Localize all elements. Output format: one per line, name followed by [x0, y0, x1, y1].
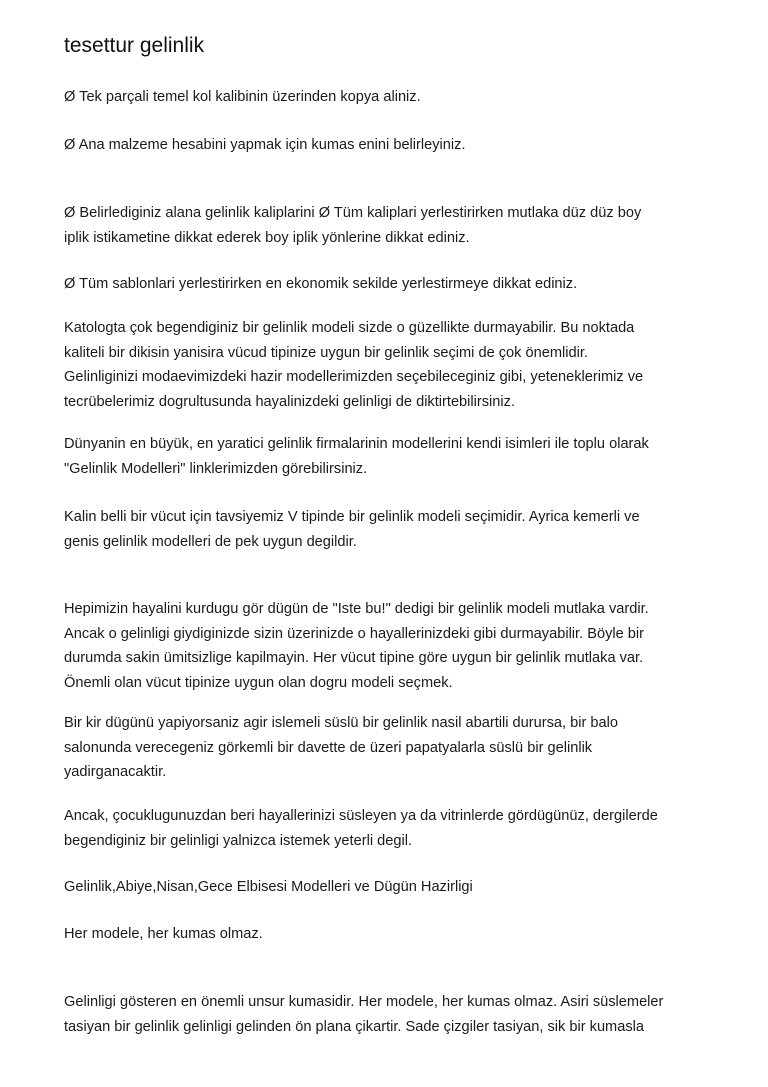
text-line: begendiginiz bir gelinligi yalnizca istemek yeterli degil.: [64, 832, 412, 849]
text-line: durumda sakin ümitsizlige kapilmayin. Her vücut tipine göre uygun bir gelinlik mutlaka var.: [64, 650, 644, 666]
text-line: salonunda verecegeniz görkemli bir davette de üzeri papatyalarla süslü bir gelinlik: [64, 739, 593, 756]
paragraph-3: [64, 201, 714, 250]
text-line: "Gelinlik Modelleri" linklerimizden görebilirsiniz.: [64, 460, 368, 477]
paragraph-4: [64, 272, 714, 297]
page-title: tesettur gelinlik: [64, 34, 205, 57]
paragraph-10: [64, 804, 714, 853]
text-line: tasiyan bir gelinlik gelinligi gelinden ön plana çikartir. Sade çizgiler tasiyan, sik bir kumasla: [64, 1018, 644, 1035]
text-line: Gelinliginizi modaevimizdeki hazir modellerimizden seçebileceginiz gibi, yeteneklerimiz ve: [64, 369, 644, 385]
paragraph-8: [64, 597, 714, 695]
text-line: Ancak o gelinligi giydiginizde sizin üzerinizde o hayallerinizdeki gibi durmayabilir. Böyle bir: [64, 625, 644, 642]
text-line: Her modele, her kumas olmaz.: [64, 926, 263, 942]
text-line: tecrübelerimiz dogrultusunda hayalinizdeki gelinligi de diktirtebilirsiniz.: [64, 393, 516, 410]
text-line: Ø Ana malzeme hesabini yapmak için kumas enini belirleyiniz.: [64, 137, 466, 153]
text-line: Bir kir dügünü yapiyorsaniz agir islemeli süslü bir gelinlik nasil abartili durursa, bir balo: [64, 715, 618, 731]
text-line: Ancak, çocuklugunuzdan beri hayallerinizi süsleyen ya da vitrinlerde gördügünüz, dergilerde: [64, 808, 658, 824]
text-line: yadirganacaktir.: [64, 764, 167, 780]
text-line: Ø Tek parçali temel kol kalibinin üzerinden kopya aliniz.: [64, 89, 421, 105]
text-line: Hepimizin hayalini kurdugu gör dügün de "Iste bu!" dedigi bir gelinlik modeli mutlaka vardir.: [64, 601, 649, 617]
text-line: Kalin belli bir vücut için tavsiyemiz V tipinde bir gelinlik modeli seçimidir. Ayrica kemerli ve: [64, 509, 640, 525]
text-line: Gelinlik,Abiye,Nisan,Gece Elbisesi Modelleri ve Dügün Hazirligi: [64, 879, 473, 895]
text-line: Ø Belirlediginiz alana gelinlik kaliplarini Ø Tüm kaliplari yerlestirirken mutlaka düz düz boy: [64, 205, 642, 221]
text-line: Gelinligi gösteren en önemli unsur kumasidir. Her modele, her kumas olmaz. Asiri süslemeler: [64, 994, 664, 1010]
paragraph-2: [64, 133, 714, 158]
paragraph-11: [64, 875, 714, 900]
paragraph-12: [64, 922, 714, 947]
paragraph-6: [64, 432, 714, 481]
text-line: Dünyanin en büyük, en yaratici gelinlik firmalarinin modellerini kendi isimleri ile toplu olarak: [64, 436, 649, 452]
text-line: Katologta çok begendiginiz bir gelinlik modeli sizde o güzellikte durmayabilir. Bu noktada: [64, 320, 635, 336]
text-line: genis gelinlik modelleri de pek uygun degildir.: [64, 533, 357, 550]
paragraph-9: [64, 711, 714, 785]
paragraph-5: [64, 316, 714, 414]
paragraph-7: [64, 505, 714, 554]
paragraph-1: [64, 85, 714, 110]
text-line: Ø Tüm sablonlari yerlestirirken en ekonomik sekilde yerlestirmeye dikkat ediniz.: [64, 276, 578, 292]
text-line: iplik istikametine dikkat ederek boy iplik yönlerine dikkat ediniz.: [64, 229, 470, 246]
paragraph-13: [64, 990, 714, 1039]
text-line: kaliteli bir dikisin yanisira vücud tipinize uygun bir gelinlik seçimi de çok önemlidir.: [64, 344, 588, 361]
text-line: Önemli olan vücut tipinize uygun olan dogru modeli seçmek.: [64, 674, 453, 691]
